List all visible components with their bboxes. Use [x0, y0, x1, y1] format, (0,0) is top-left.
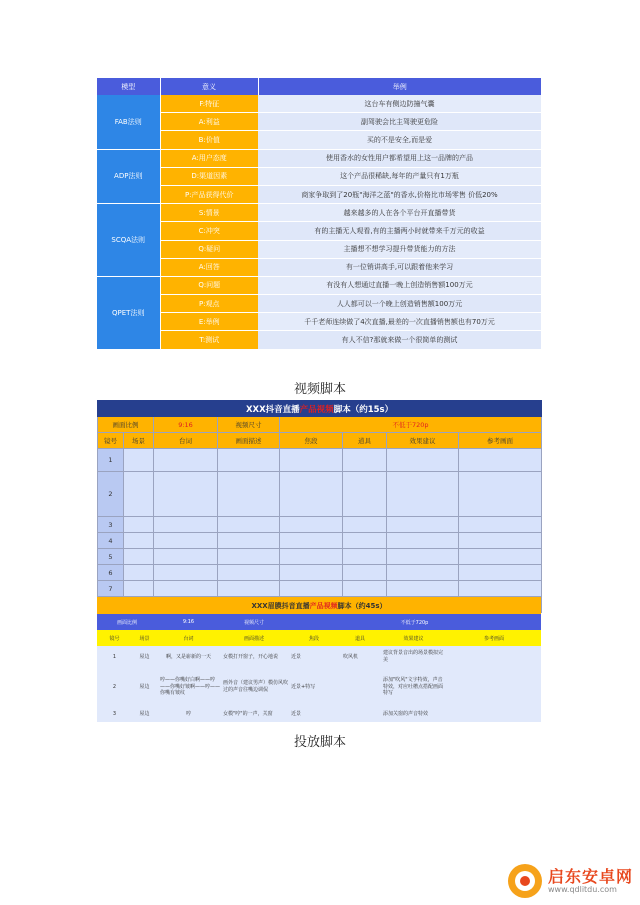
table-row: [98, 581, 542, 597]
table-row: [97, 668, 541, 706]
table-row: [97, 313, 541, 331]
ad-table-title-row: [97, 597, 541, 614]
col-frame-desc: 画面描述: [220, 630, 288, 646]
col-frame-desc: 画面描述: [218, 433, 280, 449]
table-row: [97, 240, 541, 258]
table-row: [97, 258, 541, 276]
model-name: QPET法则: [97, 276, 160, 349]
meaning-cell: Q:疑问: [160, 240, 258, 258]
shot-number: 4: [98, 533, 124, 549]
col-reference: 参考画面: [459, 433, 542, 449]
col-props: 道具: [343, 433, 387, 449]
col-shot-number: 镜号: [98, 433, 124, 449]
ratio-label: 画面比例: [98, 417, 154, 433]
header-model: 模型: [97, 78, 160, 95]
video-table-column-headers: [98, 433, 542, 449]
effect-cell: 建议背景音出的场景模拟完美: [380, 646, 447, 668]
site-watermark-logo: [508, 862, 636, 900]
focal-cell: 近景: [288, 706, 340, 722]
ad-table-meta-row: [97, 614, 541, 630]
table-row: [97, 149, 541, 167]
meaning-cell: Q:问题: [160, 276, 258, 294]
example-cell: 有的主播无人观看,有的主播两小时就带来千万元的收益: [258, 222, 541, 240]
header-example: 举例: [258, 78, 541, 95]
meaning-cell: T:测试: [160, 331, 258, 349]
scene-cell: 屋边: [132, 668, 157, 706]
ref-cell: [447, 646, 541, 668]
meaning-cell: F:特征: [160, 95, 258, 113]
example-cell: 有一位销讲高手,可以跟着他来学习: [258, 258, 541, 276]
shot-number: 7: [98, 581, 124, 597]
video-script-table: [97, 400, 542, 613]
effect-cell: 添加关窗的声音特效: [380, 706, 447, 722]
table-row: [98, 449, 542, 472]
example-cell: 买的不是安全,而是爱: [258, 131, 541, 149]
size-value: 不低于720p: [280, 417, 542, 433]
meaning-cell: A:利益: [160, 113, 258, 131]
title-text-suffix: 脚本（约45s）: [337, 601, 387, 610]
table-row: [97, 295, 541, 313]
shot-number: 1: [98, 449, 124, 472]
meaning-cell: D:渠道因素: [160, 167, 258, 185]
prop-cell: [340, 668, 380, 706]
shot-number: 2: [98, 472, 124, 517]
meaning-cell: A:用户态度: [160, 149, 258, 167]
line-cell: 哼: [157, 706, 220, 722]
col-scene: 场景: [124, 433, 154, 449]
col-props: 道具: [340, 630, 380, 646]
title-text: XXX抖音直播: [246, 404, 300, 415]
desc-cell: 画外音（建议男声）模仿风吹过的声音往嘴边调侃: [220, 668, 288, 706]
example-cell: 副驾驶会比主驾驶更危险: [258, 113, 541, 131]
logo-url: www.qdlitdu.com: [548, 885, 617, 894]
desc-cell: 女模"哼"的一声，关窗: [220, 706, 288, 722]
title-text-suffix: 脚本（约15s）: [333, 404, 394, 415]
table-row: [97, 167, 541, 185]
table-row: [97, 706, 541, 722]
title-highlight: 产品视频: [299, 404, 334, 415]
prop-cell: [340, 706, 380, 722]
line-cell: 哼——你嘴好白啊——哼——你嘴好皱啊——哼——你嘴有皱纹: [157, 668, 220, 706]
table-row: [98, 472, 542, 517]
logo-name: 启东安卓网: [548, 867, 634, 886]
table-row: [98, 565, 542, 581]
table-row: [97, 95, 541, 113]
focal-cell: 近景: [288, 646, 340, 668]
example-cell: 千千老师连续做了4次直播,最差的一次直播销售额也有70万元: [258, 313, 541, 331]
logo-icon: [508, 864, 542, 898]
ref-cell: [447, 668, 541, 706]
table-row: [97, 131, 541, 149]
example-cell: 越来越多的人在各个平台开直播带货: [258, 204, 541, 222]
focal-cell: 近景+特写: [288, 668, 340, 706]
table-row: [97, 113, 541, 131]
example-cell: 使用香水的女性用户都希望用上这一品牌的产品: [258, 149, 541, 167]
col-focal: 焦段: [288, 630, 340, 646]
ad-table-column-headers: [97, 630, 541, 646]
meaning-cell: B:价值: [160, 131, 258, 149]
line-cell: 啊，又是崭新的一天: [157, 646, 220, 668]
col-scene: 场景: [132, 630, 157, 646]
scene-cell: 屋边: [132, 646, 157, 668]
title-highlight: 产品视频: [309, 601, 338, 610]
video-table-title: [98, 401, 542, 417]
meaning-cell: A:回答: [160, 258, 258, 276]
video-table-title-row: [98, 401, 542, 417]
effect-cell: 添加"吹风"文字特效，声音特效，对应吐槽点搭配画面特写: [380, 668, 447, 706]
ratio-value: 9:16: [157, 614, 220, 630]
table-row: [97, 204, 541, 222]
example-cell: 人人都可以一个晚上创造销售额100万元: [258, 295, 541, 313]
table-row: [98, 533, 542, 549]
video-script-caption: 视频脚本: [293, 382, 346, 397]
meaning-cell: E:举例: [160, 313, 258, 331]
size-label: 视频尺寸: [220, 614, 288, 630]
scene-cell: 屋边: [132, 706, 157, 722]
example-cell: 主播想不想学习提升带货能力的方法: [258, 240, 541, 258]
example-cell: 商家争取到了20瓶"海洋之蓝"的香水,价格比市场零售 价低20%: [258, 185, 541, 203]
table-row: [98, 517, 542, 533]
table-row: [97, 331, 541, 349]
col-effects: 效果建议: [380, 630, 447, 646]
title-text: XXX眉膜抖音直播: [251, 601, 310, 610]
shot-number: 1: [97, 646, 132, 668]
shot-number: 5: [98, 549, 124, 565]
table-row: [97, 185, 541, 203]
table-row: [97, 276, 541, 294]
model-name: SCQA法则: [97, 204, 160, 277]
example-cell: 有人不信?那就来做一个很简单的测试: [258, 331, 541, 349]
col-focal: 焦段: [280, 433, 343, 449]
col-shot-number: 镜号: [97, 630, 132, 646]
example-cell: 这台车有侧边防撞气囊: [258, 95, 541, 113]
model-name: FAB法则: [97, 95, 160, 149]
shot-number: 6: [98, 565, 124, 581]
shot-number: 2: [97, 668, 132, 706]
ad-script-caption: 投放脚本: [293, 735, 346, 750]
ratio-value: 9:16: [154, 417, 218, 433]
video-table-meta-row: [98, 417, 542, 433]
meaning-cell: S:情景: [160, 204, 258, 222]
meaning-cell: P:观点: [160, 295, 258, 313]
header-meaning: 意义: [160, 78, 258, 95]
size-value: 不低于720p: [288, 614, 541, 630]
table-row: [97, 646, 541, 668]
col-reference: 参考画面: [447, 630, 541, 646]
meaning-cell: C:冲突: [160, 222, 258, 240]
shot-number: 3: [97, 706, 132, 722]
ad-script-table: [97, 597, 541, 722]
meaning-cell: P:产品获得代价: [160, 185, 258, 203]
col-lines: 台词: [154, 433, 218, 449]
ref-cell: [447, 706, 541, 722]
table-row: [97, 222, 541, 240]
model-name: ADP法则: [97, 149, 160, 204]
col-lines: 台词: [157, 630, 220, 646]
prop-cell: 吹风机: [340, 646, 380, 668]
table-row: [98, 549, 542, 565]
col-effects: 效果建议: [387, 433, 459, 449]
example-cell: 这个产品很稀缺,每年的产量只有1万瓶: [258, 167, 541, 185]
size-label: 视频尺寸: [218, 417, 280, 433]
model-table-header: [97, 78, 541, 95]
ratio-label: 画面比例: [97, 614, 157, 630]
shot-number: 3: [98, 517, 124, 533]
desc-cell: 女模打开窗子，开心地说: [220, 646, 288, 668]
model-table: [97, 78, 541, 350]
ad-table-title: [97, 597, 541, 614]
example-cell: 有没有人想通过直播一晚上创造销售额100万元: [258, 276, 541, 294]
